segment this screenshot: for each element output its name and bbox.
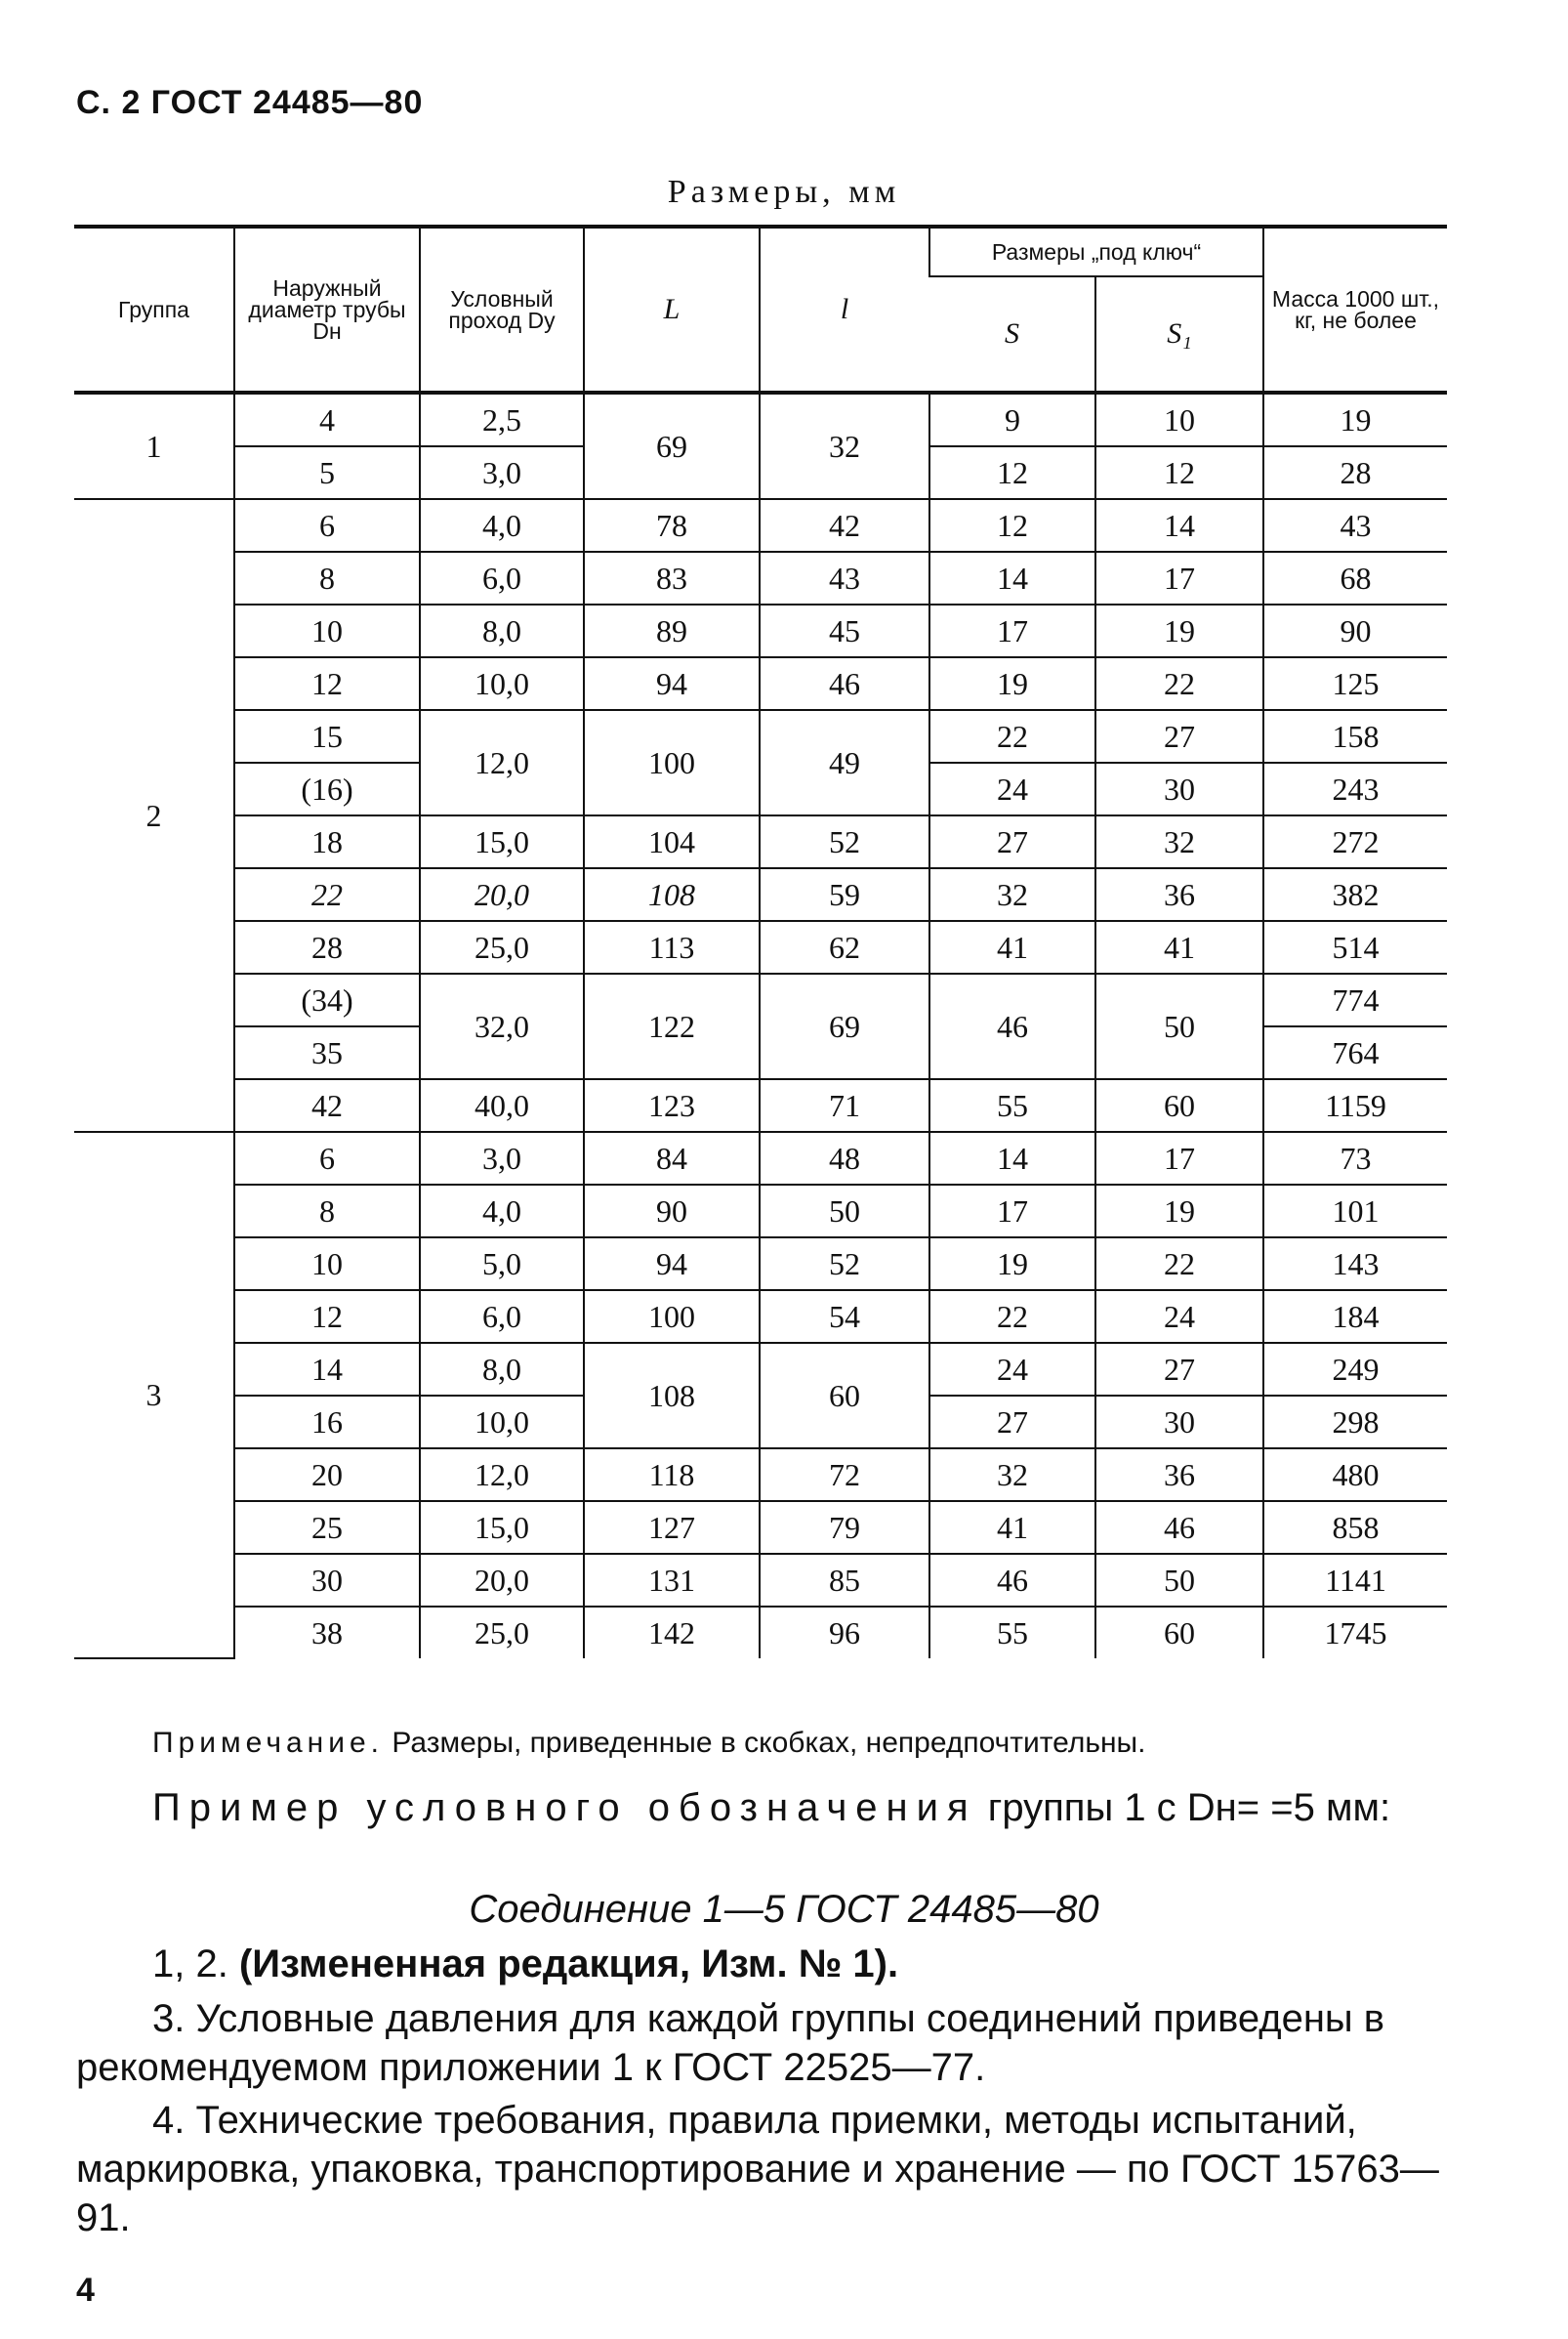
sizes-table bbox=[74, 225, 1447, 1659]
cell-nominal-bore: 10,0 bbox=[420, 1396, 584, 1448]
table-row bbox=[74, 921, 1447, 974]
cell-mass: 19 bbox=[1263, 393, 1447, 446]
cell-mass: 28 bbox=[1263, 446, 1447, 499]
group-cell: 1 bbox=[74, 393, 234, 499]
cell-S1: 19 bbox=[1095, 1185, 1263, 1237]
cell-l: 45 bbox=[760, 605, 929, 657]
cell-mass: 90 bbox=[1263, 605, 1447, 657]
cell-S: 46 bbox=[929, 1554, 1095, 1607]
cell-outer-diameter: 42 bbox=[234, 1079, 420, 1132]
cell-l: 50 bbox=[760, 1185, 929, 1237]
cell-S1: 60 bbox=[1095, 1607, 1263, 1658]
cell-S: 9 bbox=[929, 393, 1095, 446]
cell-l: 43 bbox=[760, 552, 929, 605]
cell-outer-diameter: 6 bbox=[234, 499, 420, 552]
cell-nominal-bore: 3,0 bbox=[420, 1132, 584, 1185]
cell-S: 41 bbox=[929, 1501, 1095, 1554]
cell-nominal-bore: 20,0 bbox=[420, 1554, 584, 1607]
cell-mass: 43 bbox=[1263, 499, 1447, 552]
header-l: l bbox=[760, 227, 929, 393]
cell-S: 46 bbox=[929, 974, 1095, 1079]
cell-nominal-bore: 12,0 bbox=[420, 710, 584, 815]
cell-outer-diameter: 18 bbox=[234, 815, 420, 868]
cell-S: 55 bbox=[929, 1607, 1095, 1658]
cell-S1: 22 bbox=[1095, 657, 1263, 710]
cell-l: 62 bbox=[760, 921, 929, 974]
cell-outer-diameter: 30 bbox=[234, 1554, 420, 1607]
group-cell: 3 bbox=[74, 1132, 234, 1658]
paragraph-4: 4. Технические требования, правила приемки, методы испытаний, маркировка, упаковка, транспортирование и хранение — по ГОСТ 15763—91. bbox=[76, 2099, 1439, 2239]
cell-S: 22 bbox=[929, 1290, 1095, 1343]
cell-mass: 382 bbox=[1263, 868, 1447, 921]
cell-S1: 10 bbox=[1095, 393, 1263, 446]
cell-outer-diameter: 15 bbox=[234, 710, 420, 763]
cell-outer-diameter: 4 bbox=[234, 393, 420, 446]
cell-nominal-bore: 15,0 bbox=[420, 815, 584, 868]
header-wrench-sizes: Размеры „под ключ“ bbox=[929, 227, 1263, 276]
paragraph-1-2 bbox=[152, 1940, 898, 1988]
cell-S1: 50 bbox=[1095, 974, 1263, 1079]
cell-S: 14 bbox=[929, 552, 1095, 605]
cell-mass: 272 bbox=[1263, 815, 1447, 868]
cell-mass: 158 bbox=[1263, 710, 1447, 763]
cell-nominal-bore: 8,0 bbox=[420, 605, 584, 657]
cell-mass: 101 bbox=[1263, 1185, 1447, 1237]
group-cell: 2 bbox=[74, 499, 234, 1132]
cell-mass: 1159 bbox=[1263, 1079, 1447, 1132]
cell-l: 54 bbox=[760, 1290, 929, 1343]
cell-mass: 1745 bbox=[1263, 1607, 1447, 1658]
paragraph-1-2-text: (Измененная редакция, Изм. № 1). bbox=[238, 1942, 899, 1985]
cell-L: 113 bbox=[584, 921, 760, 974]
cell-S1: 12 bbox=[1095, 446, 1263, 499]
cell-nominal-bore: 2,5 bbox=[420, 393, 584, 446]
cell-L: 131 bbox=[584, 1554, 760, 1607]
cell-outer-diameter: 28 bbox=[234, 921, 420, 974]
cell-nominal-bore: 20,0 bbox=[420, 868, 584, 921]
cell-S: 19 bbox=[929, 657, 1095, 710]
cell-L: 108 bbox=[584, 1343, 760, 1448]
cell-outer-diameter: 8 bbox=[234, 552, 420, 605]
cell-nominal-bore: 40,0 bbox=[420, 1079, 584, 1132]
cell-S1: 17 bbox=[1095, 552, 1263, 605]
cell-S1: 50 bbox=[1095, 1554, 1263, 1607]
cell-S1: 24 bbox=[1095, 1290, 1263, 1343]
cell-l: 71 bbox=[760, 1079, 929, 1132]
cell-l: 79 bbox=[760, 1501, 929, 1554]
cell-l: 69 bbox=[760, 974, 929, 1079]
header-outer-diameter: Наружный диаметр трубы Dн bbox=[234, 227, 420, 393]
cell-mass: 764 bbox=[1263, 1026, 1447, 1079]
header-mass: Масса 1000 шт., кг, не более bbox=[1263, 227, 1447, 393]
page-number: 4 bbox=[76, 2272, 95, 2309]
cell-L: 100 bbox=[584, 710, 760, 815]
cell-l: 49 bbox=[760, 710, 929, 815]
cell-nominal-bore: 6,0 bbox=[420, 552, 584, 605]
paragraph-1-2-number: 1, 2. bbox=[152, 1942, 228, 1985]
cell-l: 60 bbox=[760, 1343, 929, 1448]
cell-S: 12 bbox=[929, 499, 1095, 552]
cell-mass: 858 bbox=[1263, 1501, 1447, 1554]
cell-S1: 41 bbox=[1095, 921, 1263, 974]
cell-l: 72 bbox=[760, 1448, 929, 1501]
sizes-table-container bbox=[74, 225, 1447, 1659]
cell-mass: 143 bbox=[1263, 1237, 1447, 1290]
cell-S: 41 bbox=[929, 921, 1095, 974]
table-row bbox=[74, 710, 1447, 763]
cell-mass: 298 bbox=[1263, 1396, 1447, 1448]
cell-nominal-bore: 4,0 bbox=[420, 1185, 584, 1237]
cell-mass: 125 bbox=[1263, 657, 1447, 710]
cell-L: 100 bbox=[584, 1290, 760, 1343]
table-body bbox=[74, 393, 1447, 1658]
cell-outer-diameter: 5 bbox=[234, 446, 420, 499]
example-lead: Пример условного обозначения bbox=[152, 1786, 977, 1829]
cell-S1: 60 bbox=[1095, 1079, 1263, 1132]
cell-S1: 46 bbox=[1095, 1501, 1263, 1554]
cell-nominal-bore: 3,0 bbox=[420, 446, 584, 499]
cell-S: 14 bbox=[929, 1132, 1095, 1185]
cell-nominal-bore: 10,0 bbox=[420, 657, 584, 710]
cell-S1: 19 bbox=[1095, 605, 1263, 657]
table-row bbox=[74, 1343, 1447, 1396]
cell-outer-diameter: 22 bbox=[234, 868, 420, 921]
header-S1: S₁ bbox=[1095, 276, 1263, 393]
cell-l: 48 bbox=[760, 1132, 929, 1185]
table-row bbox=[74, 1501, 1447, 1554]
cell-S1: 36 bbox=[1095, 1448, 1263, 1501]
paragraph-3: 3. Условные давления для каждой группы соединений приведены в рекомендуемом приложении 1 к ГОСТ 22525—77. bbox=[76, 1997, 1385, 2089]
note-text: Размеры, приведенные в скобках, непредпочтительны. bbox=[392, 1727, 1146, 1759]
cell-S1: 36 bbox=[1095, 868, 1263, 921]
cell-l: 32 bbox=[760, 393, 929, 499]
cell-S: 32 bbox=[929, 868, 1095, 921]
cell-outer-diameter: (34) bbox=[234, 974, 420, 1026]
table-row bbox=[74, 1607, 1447, 1658]
cell-S1: 22 bbox=[1095, 1237, 1263, 1290]
example-paragraph bbox=[152, 1783, 1451, 1832]
cell-mass: 514 bbox=[1263, 921, 1447, 974]
cell-mass: 184 bbox=[1263, 1290, 1447, 1343]
cell-L: 90 bbox=[584, 1185, 760, 1237]
table-row bbox=[74, 499, 1447, 552]
cell-L: 83 bbox=[584, 552, 760, 605]
cell-l: 96 bbox=[760, 1607, 929, 1658]
cell-L: 84 bbox=[584, 1132, 760, 1185]
table-row bbox=[74, 868, 1447, 921]
page-header: С. 2 ГОСТ 24485—80 bbox=[76, 84, 424, 121]
cell-mass: 774 bbox=[1263, 974, 1447, 1026]
cell-nominal-bore: 4,0 bbox=[420, 499, 584, 552]
cell-S: 27 bbox=[929, 1396, 1095, 1448]
cell-l: 52 bbox=[760, 1237, 929, 1290]
cell-nominal-bore: 15,0 bbox=[420, 1501, 584, 1554]
example-text: группы 1 с Dн= =5 мм: bbox=[987, 1786, 1391, 1829]
cell-S1: 14 bbox=[1095, 499, 1263, 552]
cell-S: 55 bbox=[929, 1079, 1095, 1132]
cell-outer-diameter: 14 bbox=[234, 1343, 420, 1396]
table-row bbox=[74, 1132, 1447, 1185]
cell-S1: 30 bbox=[1095, 763, 1263, 815]
cell-L: 104 bbox=[584, 815, 760, 868]
cell-nominal-bore: 12,0 bbox=[420, 1448, 584, 1501]
cell-nominal-bore: 32,0 bbox=[420, 974, 584, 1079]
cell-outer-diameter: 10 bbox=[234, 1237, 420, 1290]
table-row bbox=[74, 974, 1447, 1026]
table-row bbox=[74, 1554, 1447, 1607]
cell-l: 59 bbox=[760, 868, 929, 921]
table-row bbox=[74, 1237, 1447, 1290]
cell-outer-diameter: 16 bbox=[234, 1396, 420, 1448]
table-note bbox=[152, 1727, 1145, 1760]
cell-L: 127 bbox=[584, 1501, 760, 1554]
cell-S: 24 bbox=[929, 763, 1095, 815]
table-row bbox=[74, 1079, 1447, 1132]
cell-outer-diameter: (16) bbox=[234, 763, 420, 815]
cell-S: 22 bbox=[929, 710, 1095, 763]
cell-mass: 243 bbox=[1263, 763, 1447, 815]
cell-l: 52 bbox=[760, 815, 929, 868]
note-label: Примечание. bbox=[152, 1727, 384, 1759]
cell-S1: 27 bbox=[1095, 710, 1263, 763]
cell-mass: 480 bbox=[1263, 1448, 1447, 1501]
cell-mass: 249 bbox=[1263, 1343, 1447, 1396]
cell-S1: 17 bbox=[1095, 1132, 1263, 1185]
cell-nominal-bore: 8,0 bbox=[420, 1343, 584, 1396]
cell-L: 69 bbox=[584, 393, 760, 499]
table-caption: Размеры, мм bbox=[667, 174, 901, 210]
cell-L: 78 bbox=[584, 499, 760, 552]
table-row bbox=[74, 815, 1447, 868]
cell-mass: 73 bbox=[1263, 1132, 1447, 1185]
cell-nominal-bore: 6,0 bbox=[420, 1290, 584, 1343]
cell-outer-diameter: 25 bbox=[234, 1501, 420, 1554]
cell-S: 17 bbox=[929, 1185, 1095, 1237]
cell-S1: 27 bbox=[1095, 1343, 1263, 1396]
cell-nominal-bore: 5,0 bbox=[420, 1237, 584, 1290]
cell-S1: 32 bbox=[1095, 815, 1263, 868]
cell-S: 24 bbox=[929, 1343, 1095, 1396]
table-row bbox=[74, 552, 1447, 605]
table-row bbox=[74, 657, 1447, 710]
table-row bbox=[74, 1448, 1447, 1501]
cell-S: 12 bbox=[929, 446, 1095, 499]
cell-L: 94 bbox=[584, 1237, 760, 1290]
table-row bbox=[74, 1185, 1447, 1237]
cell-S: 17 bbox=[929, 605, 1095, 657]
cell-L: 94 bbox=[584, 657, 760, 710]
cell-nominal-bore: 25,0 bbox=[420, 921, 584, 974]
example-designation: Соединение 1—5 ГОСТ 24485—80 bbox=[469, 1888, 1099, 1931]
cell-outer-diameter: 10 bbox=[234, 605, 420, 657]
cell-nominal-bore: 25,0 bbox=[420, 1607, 584, 1658]
header-group: Группа bbox=[74, 227, 234, 393]
cell-L: 108 bbox=[584, 868, 760, 921]
cell-S: 32 bbox=[929, 1448, 1095, 1501]
cell-outer-diameter: 20 bbox=[234, 1448, 420, 1501]
header-S: S bbox=[929, 276, 1095, 393]
table-row bbox=[74, 393, 1447, 446]
cell-S1: 30 bbox=[1095, 1396, 1263, 1448]
cell-L: 123 bbox=[584, 1079, 760, 1132]
cell-outer-diameter: 6 bbox=[234, 1132, 420, 1185]
cell-S: 19 bbox=[929, 1237, 1095, 1290]
cell-L: 89 bbox=[584, 605, 760, 657]
table-row bbox=[74, 1290, 1447, 1343]
cell-outer-diameter: 38 bbox=[234, 1607, 420, 1658]
cell-S: 27 bbox=[929, 815, 1095, 868]
cell-outer-diameter: 12 bbox=[234, 657, 420, 710]
cell-outer-diameter: 12 bbox=[234, 1290, 420, 1343]
cell-L: 118 bbox=[584, 1448, 760, 1501]
cell-L: 142 bbox=[584, 1607, 760, 1658]
cell-outer-diameter: 35 bbox=[234, 1026, 420, 1079]
cell-L: 122 bbox=[584, 974, 760, 1079]
table-row bbox=[74, 605, 1447, 657]
header-L: L bbox=[584, 227, 760, 393]
cell-mass: 1141 bbox=[1263, 1554, 1447, 1607]
header-nominal-bore: Условный проход Dу bbox=[420, 227, 584, 393]
cell-l: 42 bbox=[760, 499, 929, 552]
cell-outer-diameter: 8 bbox=[234, 1185, 420, 1237]
cell-l: 46 bbox=[760, 657, 929, 710]
cell-l: 85 bbox=[760, 1554, 929, 1607]
cell-mass: 68 bbox=[1263, 552, 1447, 605]
